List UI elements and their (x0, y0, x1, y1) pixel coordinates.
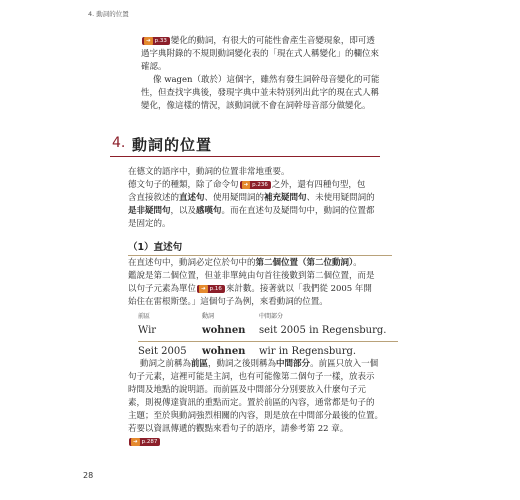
body-line: 含直接敘述的直述句、使用疑問詞的補充疑問句、未使用疑問詞的 (128, 193, 375, 203)
arrow-icon: ➜ (146, 38, 151, 44)
section-body (128, 166, 375, 231)
table-cell-prefield: Seit 2005 (138, 346, 187, 357)
intro-line: ➜ p.33 變化的動詞，有很大的可能性會產生音變現象，即可透 (141, 35, 380, 48)
body-line: 若要以資訊傳遞的觀點來看句子的語序，請參考第 22 章。 (128, 424, 349, 434)
body-line: 是非疑問句，以及感嘆句。而在直述句及疑問句中，動詞的位置都 (128, 206, 375, 216)
subsection-title: （1）直述句 (128, 242, 183, 253)
body-line: 始住在雷根斯堡。」這個句子為例，來看動詞的位置。 (128, 297, 328, 307)
intro-line: 像 wagen（敢於）這個字，雖然有發生詞幹母音變化的可能 (153, 75, 380, 85)
body-line: 以句子元素為單位 ➜ p.16 來計數。接著就以「我們從 2005 年開 (128, 284, 372, 294)
example-table (138, 311, 398, 360)
running-header (88, 9, 129, 18)
table-cell-verb: wohnen (202, 346, 246, 357)
subsection-body (128, 257, 375, 309)
body-line: 時間及地點的說明語。而前區及中間部分分別要放入什麼句子元 (128, 385, 367, 395)
body-line: 是固定的。 (128, 219, 171, 229)
body-line: 素，則視傳達資訊的重點而定。置於前區的內容，通常都是句子的 (128, 398, 375, 408)
table-header-prefield: 前區 (138, 313, 151, 320)
table-header-middle: 中間部分 (259, 313, 284, 320)
page-reference-badge: ➜ p.33 (142, 37, 170, 45)
body-line: 在直述句中，動詞必定位於句中的第二個位置（第二位動詞）。 (128, 258, 362, 268)
page-number: 28 (83, 471, 94, 480)
explanation-block (128, 358, 383, 449)
page-reference-badge: ➜ p.236 (240, 181, 271, 189)
body-line: 動詞之前稱為前區，動詞之後則稱為中間部分。前區只放入一個 (140, 359, 379, 369)
table-row (138, 323, 398, 341)
body-line: 句子元素，這裡可能是主詞，也有可能像第二個句子一樣，放表示 (128, 372, 375, 382)
table-cell-prefield: Wir (138, 325, 157, 336)
page-reference-badge: ➜ p.16 (197, 285, 225, 293)
intro-block (141, 35, 380, 113)
section-number: 4. (112, 135, 126, 151)
subsection-underline (128, 255, 392, 256)
arrow-icon: ➜ (201, 286, 206, 292)
body-line: 德文句子的種類，除了命令句 ➜ p.236 之外，還有四種句型，包 (128, 180, 366, 190)
table-header-row (138, 311, 398, 321)
section-underline (110, 156, 380, 157)
section-title: 動詞的位置 (132, 136, 213, 154)
body-line (128, 436, 383, 449)
arrow-icon: ➜ (133, 439, 138, 445)
intro-line: 確認。 (141, 62, 167, 72)
table-header-verb: 動詞 (202, 313, 215, 320)
intro-line: 過字典附錄的不規則動詞變化表的「現在式人稱變化」的欄位來 (141, 49, 380, 59)
arrow-icon: ➜ (243, 182, 249, 188)
page-reference-badge: ➜ p.287 (129, 438, 160, 446)
subsection-heading (128, 239, 392, 256)
body-line: 鑑說是第二個位置，但並非單純由句首往後數到第二個位置，而是 (128, 271, 375, 281)
table-cell-middle: wir in Regensburg. (259, 346, 357, 357)
table-cell-middle: seit 2005 in Regensburg. (259, 325, 387, 336)
section-heading (110, 134, 380, 156)
body-line: 主題；至於與動詞強烈相關的內容，則是放在中間部分最後的位置。 (128, 411, 384, 421)
intro-line: 性，但查找字典後，發現字典中並未特別列出此字的現在式人稱 (141, 88, 380, 98)
intro-line: 變化，像這樣的情況，該動詞就不會在詞幹母音部分做變化。 (141, 101, 371, 111)
chapter-label: 4. 動詞的位置 (88, 10, 129, 18)
table-cell-verb: wohnen (202, 325, 246, 336)
body-line: 在德文的語序中，動詞的位置非常地重要。 (128, 167, 290, 177)
